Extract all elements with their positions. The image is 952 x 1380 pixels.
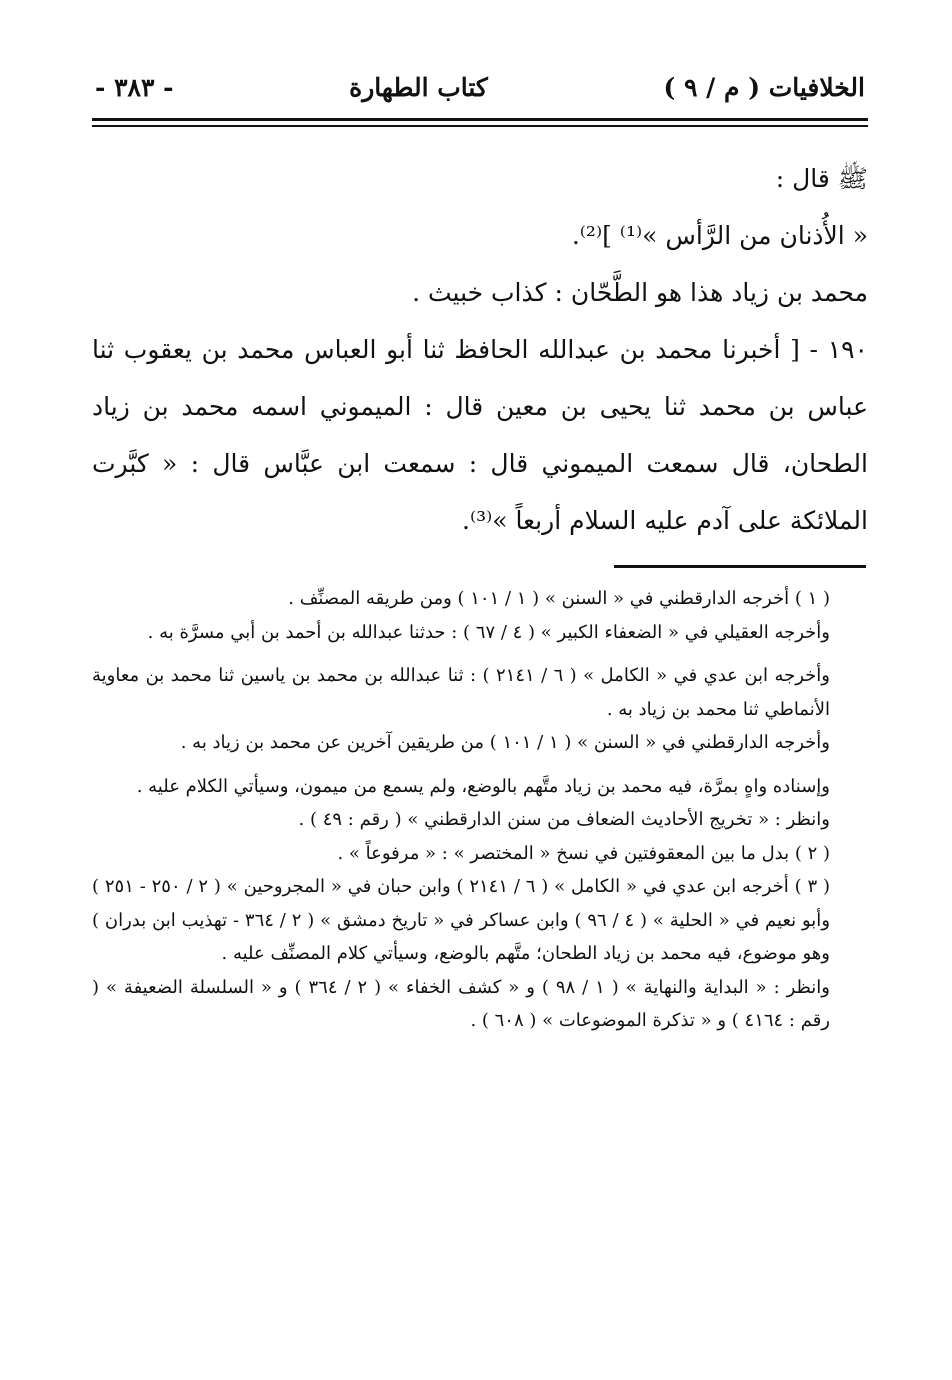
header-book-section: الخلافيات ( م / ٩ )	[663, 72, 865, 102]
footnote-3: ( ٣ ) أخرجه ابن عدي في « الكامل » ( ٦ / ٢١٤١ ) وابن حبان في « المجروحين » ( ٢ / ٢٥٠ - ٢٥١ ) وأبو نعيم في « الحلية » ( ٤ / ٩٦ ) وابن عساكر في « تاريخ دمشق » ( ٢ / ٣٦٤ - تهذيب ابن بدران ) وهو موضوع، فيه محمد بن زياد الطحان؛ متَّهم بالوضع، وسيأتي كلام المصنِّف عليه .	[92, 876, 831, 964]
footnote-1: ( ١ ) أخرجه الدارقطني في « السنن » ( ١ / ١٠١ ) ومن طريقه المصنِّف .	[288, 588, 830, 609]
footnote-3-paragraph: وانظر : « البداية والنهاية » ( ١ / ٩٨ ) و « كشف الخفاء » ( ٢ / ٣٦٤ ) و « السلسلة الضعيفة » ( رقم : ٤١٦٤ ) و « تذكرة الموضوعات » ( ٦٠٨ ) .	[92, 976, 830, 1031]
header-chapter-title: كتاب الطهارة	[349, 72, 488, 102]
footnote-1-paragraph: وإسناده واهٍ بمرَّة، فيه محمد بن زياد متَّهم بالوضع، ولم يسمع من ميمون، وسيأتي الكلام عليه .	[136, 775, 830, 797]
text-line-1: ﷺ قال :	[775, 164, 868, 193]
page-header	[95, 62, 865, 112]
main-text	[92, 150, 868, 549]
header-page-number: - ٣٨٣ -	[95, 72, 174, 102]
footnote-separator	[614, 565, 866, 568]
text-line-3: محمد بن زياد هذا هو الطَّحّان : كذاب خبيث .	[412, 278, 868, 307]
footnote-1-paragraph: وانظر : « تخريج الأحاديث الضعاف من سنن الدارقطني » ( رقم : ٤٩ ) .	[298, 809, 830, 830]
hadith-190-paragraph: ١٩٠ - [ أخبرنا محمد بن عبدالله الحافظ ثنا أبو العباس محمد بن يعقوب ثنا عباس بن محمد ثنا يحيى بن معين قال : الميموني اسمه محمد بن زياد الطحان، قال سمعت الميموني قال : سمعت ابن عبَّاس قال : « كبَّرت الملائكة على آدم عليه السلام أربعاً »⁽³⁾.	[92, 335, 868, 535]
header-rule-thick	[92, 118, 868, 121]
header-rule-thin	[92, 125, 868, 127]
footnote-2: ( ٢ ) بدل ما بين المعقوفتين في نسخ « المختصر » : « مرفوعاً » .	[337, 842, 830, 864]
text-line-2: « الأُذنان من الرَّأس »⁽¹⁾ ]⁽²⁾.	[571, 221, 868, 250]
footnote-1-paragraph: وأخرجه ابن عدي في « الكامل » ( ٦ / ٢١٤١ ) : ثنا عبدالله بن محمد بن ياسين ثنا محمد بن معاوية الأنماطي ثنا محمد بن زياد به .	[92, 665, 830, 720]
footnote-1-paragraph: وأخرجه العقيلي في « الضعفاء الكبير » ( ٤ / ٦٧ ) : حدثنا عبدالله بن أحمد بن أبي مسرَّة به .	[147, 621, 830, 643]
footnotes	[92, 582, 868, 1038]
footnote-1-paragraph: وأخرجه الدارقطني في « السنن » ( ١ / ١٠١ ) من طريقين آخرين عن محمد بن زياد به .	[180, 732, 830, 753]
